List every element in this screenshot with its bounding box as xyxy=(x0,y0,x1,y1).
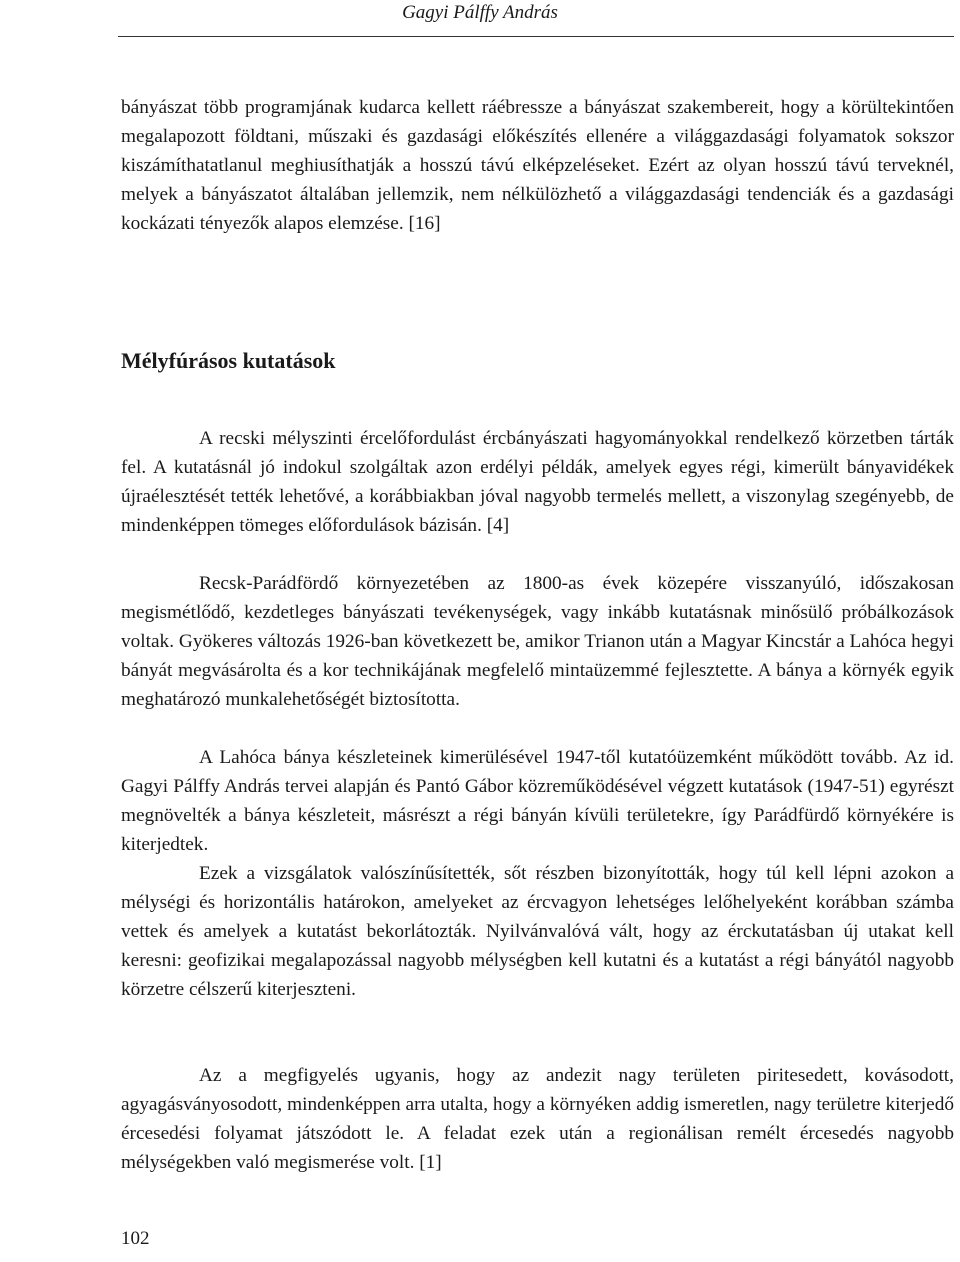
paragraph-history: Recsk-Parádfördő környezetében az 1800-as évek közepére visszanyúló, időszakosan megismétlődő, kezdetleges bányászati tevékenységek, vagy inkább kutatásnak minősülő próbálkozások voltak. Gyökeres változás 1926-ban következett be, amikor Trianon után a Magyar Kincstár a Lahóca hegyi bányát megvásárolta és a kor technikájának megfelelő mintaüzemmé fejlesztette. A bánya a környék egyik meghatározó munkalehetőségét biztosította. xyxy=(121,573,954,711)
paragraph-recsk-discovery: A recski mélyszinti ércelőfordulást ércbányászati hagyományokkal rendelkező körzetben tárták fel. A kutatásnál jó indokul szolgáltak azon erdélyi példák, amelyek egyes régi, kimerült bányavidékek újraélesztését tették lehetővé, a korábbiakban jóval nagyobb termelés mellett, a viszonylag szegényebb, de mindenképpen tömeges előfordulások bázisán. [4] xyxy=(121,428,954,537)
running-title: Gagyi Pálffy András xyxy=(402,2,558,23)
section-heading: Mélyfúrásos kutatások xyxy=(121,348,336,373)
paragraph-intro: bányászat több programjának kudarca kellett ráébressze a bányászat szakembereit, hogy a körültekintően megalapozott földtani, műszaki és gazdasági előkészítés ellenére a világgazdasági folyamatok sokszor kiszámíthatatlanul meghiusíthatják a hosszú távú elképzeléseket. Ezért az olyan hosszú távú terveknél, melyek a bányászatot általában jellemzik, nem nélkülözhető a világgazdasági tendenciák és a gazdasági kockázati tényezők alapos elemzése. [16] xyxy=(121,97,954,235)
header-divider xyxy=(118,36,954,37)
paragraph-lahoca: A Lahóca bánya készleteinek kimerülésével 1947-től kutatóüzemként működött tovább. Az id. Gagyi Pálffy András tervei alapján és Pantó Gábor közreműködésével végzett kutatások (1947-51) egyrészt megnövelték a bánya készleteit, másrészt a régi bányán kívüli területekre, így Parádfürdő környékére is kiterjedtek. xyxy=(121,747,954,856)
paragraph-observation: Az a megfigyelés ugyanis, hogy az andezit nagy területen piritesedett, kovásodott, agyagásványosodott, mindenképpen arra utalta, hogy a környéken addig ismeretlen, nagy területre kiterjedő ércesedési folyamat játszódott le. A feladat ezek után a regionálisan remélt ércesedés nagyobb mélységekben való megismerése volt. [1] xyxy=(121,1065,954,1174)
page-number: 102 xyxy=(121,1228,150,1249)
paragraph-investigations: Ezek a vizsgálatok valószínűsítették, sőt részben bizonyították, hogy túl kell lépni azokon a mélységi és horizontális határokon, amelyeket az ércvagyon lehetséges lelőhelyeként korábban számba vettek és amelyek a kutatást bekorlátozták. Nyilvánvalóvá vált, hogy az érckutatásban új utakat kell keresni: geofizikai megalapozással nagyobb mélységben kell kutatni és a kutatást a régi bányától nagyobb körzetre célszerű kiterjeszteni. xyxy=(121,863,954,1001)
